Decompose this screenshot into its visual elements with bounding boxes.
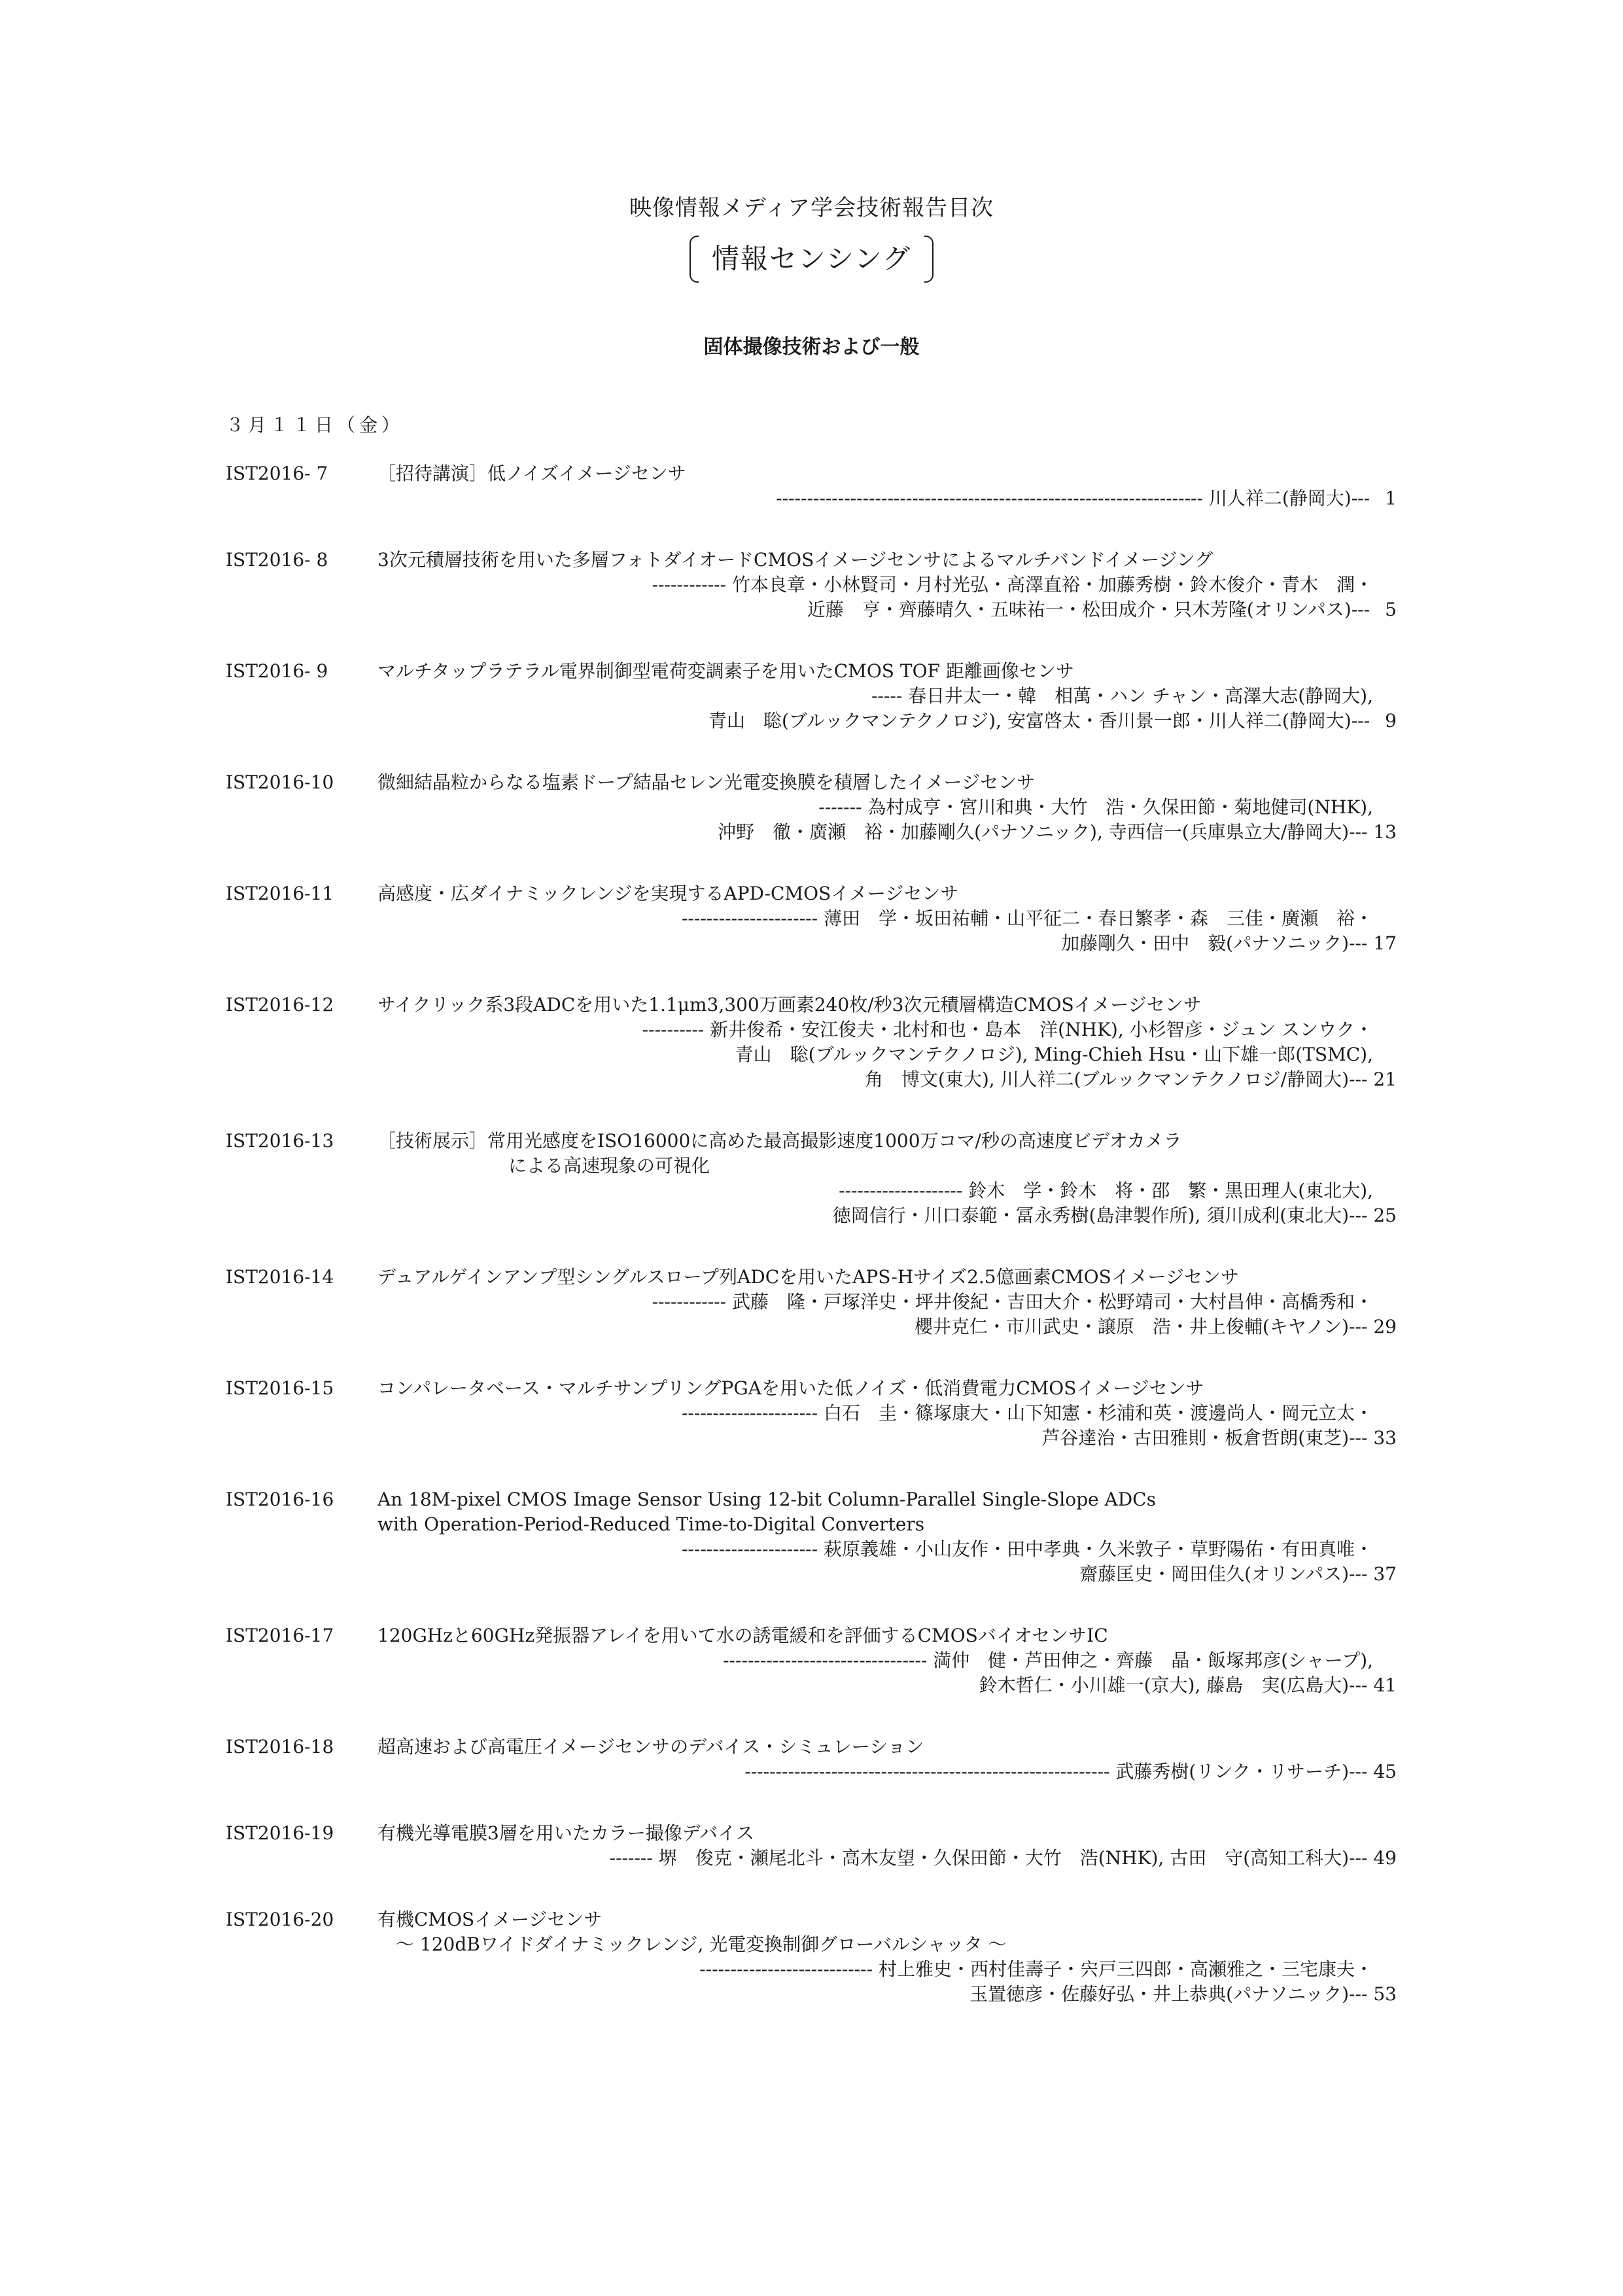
- author-text: 沖野 徹・廣瀬 裕・加藤剛久(パナソニック), 寺西信一(兵庫県立大/静岡大)---: [718, 821, 1374, 843]
- toc-entry: [226, 1623, 1397, 1698]
- entry-body: [377, 1623, 1397, 1698]
- entry-page-number: 13: [1373, 821, 1397, 843]
- entry-title: コンパレータベース・マルチサンプリングPGAを用いた低ノイズ・低消費電力CMOSイメージセンサ: [377, 1377, 1204, 1399]
- entry-body: [377, 1376, 1397, 1451]
- entry-page-number: 41: [1373, 1674, 1397, 1696]
- entry-title: による高速現象の可視化: [508, 1155, 710, 1176]
- toc-entries: [226, 461, 1397, 2007]
- entry-authors: [377, 1042, 1397, 1067]
- author-text: 青山 聡(ブルックマンテクノロジ), 安富啓太・香川景一郎・川人祥二(静岡大)---: [708, 710, 1376, 732]
- entry-id: IST2016-19: [226, 1822, 334, 1844]
- entry-title: 微細結晶粒からなる塩素ドープ結晶セレン光電変換膜を積層したイメージセンサ: [377, 771, 1036, 793]
- toc-entry: [226, 548, 1397, 622]
- entry-authors: [377, 1426, 1397, 1451]
- author-text: ---------- 新井俊希・安江俊夫・北村和也・島本 洋(NHK), 小杉智彦・ジュン スンウク・: [642, 1019, 1373, 1040]
- session-subtitle: 固体撮像技術および一般: [703, 336, 920, 359]
- entry-title: with Operation-Period-Reduced Time-to-Digital Converters: [377, 1513, 925, 1535]
- series-title-wrap: [0, 236, 1623, 283]
- entry-title: マルチタップラテラル電界制御型電荷変調素子を用いたCMOS TOF 距離画像センサ: [377, 660, 1074, 682]
- report-header-title: 映像情報メディア学会技術報告目次: [629, 195, 994, 221]
- author-text: ----- 春日井太一・韓 相萬・ハン チャン・高澤大志(静岡大),: [871, 685, 1373, 707]
- entry-authors: [377, 1673, 1397, 1698]
- toc-entry: [226, 659, 1397, 733]
- entry-authors: [377, 486, 1397, 511]
- author-text: ---------------------- 萩原義雄・小山友作・田中孝典・久米敦子・草野陽佑・有田真唯・: [681, 1538, 1373, 1560]
- author-text: 青山 聡(ブルックマンテクノロジ), Ming-Chieh Hsu・山下雄一郎(TSMC),: [735, 1044, 1373, 1065]
- entry-id: IST2016-10: [226, 771, 334, 793]
- author-text: 櫻井克仁・市川武史・譲原 浩・井上俊輔(キヤノン)---: [914, 1316, 1374, 1337]
- entry-body: [377, 1821, 1397, 1871]
- entry-title: 有機CMOSイメージセンサ: [377, 1909, 602, 1930]
- series-title: 情報センシング: [689, 236, 934, 283]
- entry-id: IST2016-16: [226, 1489, 334, 1510]
- entry-authors: [377, 1067, 1397, 1092]
- toc-entry: [226, 770, 1397, 845]
- entry-id: IST2016-13: [226, 1130, 334, 1152]
- entry-authors: [377, 1759, 1397, 1784]
- entry-body: [377, 881, 1397, 956]
- entry-authors: [377, 1401, 1397, 1426]
- author-text: ---------------------- 薄田 学・坂田祐輔・山平征二・春日繁孝・森 三佳・廣瀬 裕・: [681, 908, 1373, 929]
- toc-entry: [226, 1376, 1397, 1451]
- entry-page-number: 45: [1373, 1761, 1397, 1782]
- entry-authors: [377, 795, 1397, 820]
- author-text: ------------ 竹本良章・小林賢司・月村光弘・高澤直裕・加藤秀樹・鈴木俊介・青木 潤・: [652, 574, 1373, 595]
- entry-authors: [377, 931, 1397, 956]
- entry-authors: [377, 684, 1397, 709]
- entry-id: IST2016-14: [226, 1266, 334, 1288]
- entry-body: [377, 659, 1397, 733]
- author-text: ---------------------------- 村上雅史・西村佳壽子・宍戸三四郎・高瀬雅之・三宅康夫・: [699, 1958, 1373, 1980]
- entry-page-number: 5: [1385, 599, 1397, 620]
- author-text: ---------------------- 白石 圭・篠塚康大・山下知憲・杉浦和英・渡邊尚人・岡元立太・: [681, 1402, 1373, 1424]
- author-text: 角 博文(東大), 川人祥二(ブルックマンテクノロジ/静岡大)---: [864, 1069, 1374, 1090]
- entry-authors: [377, 820, 1397, 845]
- entry-page-number: 17: [1373, 932, 1397, 954]
- entry-title: An 18M-pixel CMOS Image Sensor Using 12-bit Column-Parallel Single-Slope ADCs: [377, 1489, 1156, 1510]
- entry-title: 有機光導電膜3層を用いたカラー撮像デバイス: [377, 1822, 754, 1844]
- toc-entry: [226, 1487, 1397, 1587]
- author-text: 徳岡信行・川口泰範・冨永秀樹(島津製作所), 須川成利(東北大)---: [832, 1205, 1374, 1226]
- author-text: -------------------- 鈴木 学・鈴木 将・邵 繁・黒田理人(東北大),: [839, 1180, 1373, 1201]
- toc-entry: [226, 993, 1397, 1092]
- author-text: ------------ 武藤 隆・戸塚洋史・坪井俊紀・吉田大介・松野靖司・大村昌伸・高橋秀和・: [652, 1291, 1373, 1313]
- author-text: 加藤剛久・田中 毅(パナソニック)---: [1061, 932, 1374, 954]
- entry-authors: [377, 1957, 1397, 1982]
- entry-id: IST2016- 9: [226, 660, 328, 682]
- entry-authors: [377, 1315, 1397, 1339]
- author-text: ------- 為村成亨・宮川和典・大竹 浩・久保田節・菊地健司(NHK),: [818, 796, 1373, 818]
- author-text: --------------------------------- 満仲 健・芦田伸之・齊藤 晶・飯塚邦彦(シャープ),: [723, 1650, 1373, 1671]
- entry-authors: [377, 1648, 1397, 1673]
- entry-page-number: 29: [1373, 1316, 1397, 1337]
- entry-body: [377, 1129, 1397, 1228]
- entry-title: ～ 120dBワイドダイナミックレンジ, 光電変換制御グローバルシャッタ ～: [377, 1934, 1007, 1955]
- entry-id: IST2016-17: [226, 1625, 334, 1646]
- author-text: 玉置徳彦・佐藤好弘・井上恭典(パナソニック)---: [969, 1983, 1374, 2005]
- entry-authors: [377, 573, 1397, 597]
- author-text: ----------------------------------------------------------- 武藤秀樹(リンク・リサーチ)---: [744, 1761, 1374, 1782]
- entry-body: [377, 1487, 1397, 1587]
- author-text: 近藤 亨・齊藤晴久・五味祐一・松田成介・只木芳隆(オリンパス)---: [807, 599, 1376, 620]
- entry-authors: [377, 1562, 1397, 1587]
- toc-entry: [226, 1265, 1397, 1339]
- entry-authors: [377, 1017, 1397, 1042]
- entry-title: 3次元積層技術を用いた多層フォトダイオードCMOSイメージセンサによるマルチバンドイメージング: [377, 549, 1213, 571]
- entry-id: IST2016-12: [226, 994, 334, 1016]
- author-text: 齋藤匡史・岡田佳久(オリンパス)---: [1079, 1563, 1374, 1585]
- toc-entry: [226, 1735, 1397, 1784]
- entry-authors: [377, 906, 1397, 931]
- entry-page-number: 37: [1373, 1563, 1397, 1585]
- entry-page-number: 33: [1373, 1427, 1397, 1449]
- entry-authors: [377, 1982, 1397, 2007]
- session-date: ３月１１日（金）: [226, 414, 404, 436]
- entry-authors: [377, 709, 1397, 733]
- entry-title: 120GHzと60GHz発振器アレイを用いて水の誘電緩和を評価するCMOSバイオセンサIC: [377, 1625, 1108, 1646]
- entry-id: IST2016-20: [226, 1909, 334, 1930]
- entry-id: IST2016-18: [226, 1736, 334, 1757]
- entry-page-number: 49: [1373, 1847, 1397, 1869]
- entry-page-number: 25: [1373, 1205, 1397, 1226]
- entry-authors: [377, 1178, 1397, 1203]
- author-text: ------- 堺 俊克・瀬尾北斗・高木友望・久保田節・大竹 浩(NHK), 古田 守(高知工科大)---: [609, 1847, 1374, 1869]
- entry-authors: [377, 1203, 1397, 1228]
- entry-id: IST2016- 7: [226, 463, 328, 484]
- entry-title: 高感度・広ダイナミックレンジを実現するAPD-CMOSイメージセンサ: [377, 883, 959, 904]
- entry-body: [377, 548, 1397, 622]
- entry-authors: [377, 1290, 1397, 1315]
- entry-page-number: 1: [1385, 487, 1397, 509]
- entry-id: IST2016-15: [226, 1377, 334, 1399]
- entry-title: サイクリック系3段ADCを用いた1.1μm3,300万画素240枚/秒3次元積層構造CMOSイメージセンサ: [377, 994, 1202, 1016]
- author-text: 鈴木哲仁・小川雄一(京大), 藤島 実(広島大)---: [979, 1674, 1374, 1696]
- entry-authors: [377, 597, 1397, 622]
- entry-body: [377, 993, 1397, 1092]
- author-text: 芦谷達治・古田雅則・板倉哲朗(東芝)---: [1041, 1427, 1374, 1449]
- entry-title: デュアルゲインアンプ型シングルスロープ列ADCを用いたAPS-Hサイズ2.5億画素CMOSイメージセンサ: [377, 1266, 1239, 1288]
- entry-title: 超高速および高電圧イメージセンサのデバイス・シミュレーション: [377, 1736, 924, 1757]
- toc-entry: [226, 1821, 1397, 1871]
- toc-entry: [226, 1907, 1397, 2007]
- entry-authors: [377, 1537, 1397, 1562]
- entry-body: [377, 461, 1397, 511]
- entry-title: ［技術展示］常用光感度をISO16000に高めた最高撮影速度1000万コマ/秒の高速度ビデオカメラ: [377, 1130, 1182, 1152]
- entry-authors: [377, 1846, 1397, 1871]
- entry-title: ［招待講演］低ノイズイメージセンサ: [377, 463, 686, 484]
- toc-entry: [226, 461, 1397, 511]
- entry-id: IST2016-11: [226, 883, 334, 904]
- entry-body: [377, 1265, 1397, 1339]
- entry-body: [377, 1907, 1397, 2007]
- entry-body: [377, 770, 1397, 845]
- entry-page-number: 21: [1373, 1069, 1397, 1090]
- toc-entry: [226, 1129, 1397, 1228]
- author-text: --------------------------------------------------------------------- 川人祥二(静岡大)---: [776, 487, 1376, 509]
- entry-page-number: 9: [1385, 710, 1397, 732]
- entry-id: IST2016- 8: [226, 549, 328, 571]
- toc-entry: [226, 881, 1397, 956]
- entry-page-number: 53: [1373, 1983, 1397, 2005]
- entry-body: [377, 1735, 1397, 1784]
